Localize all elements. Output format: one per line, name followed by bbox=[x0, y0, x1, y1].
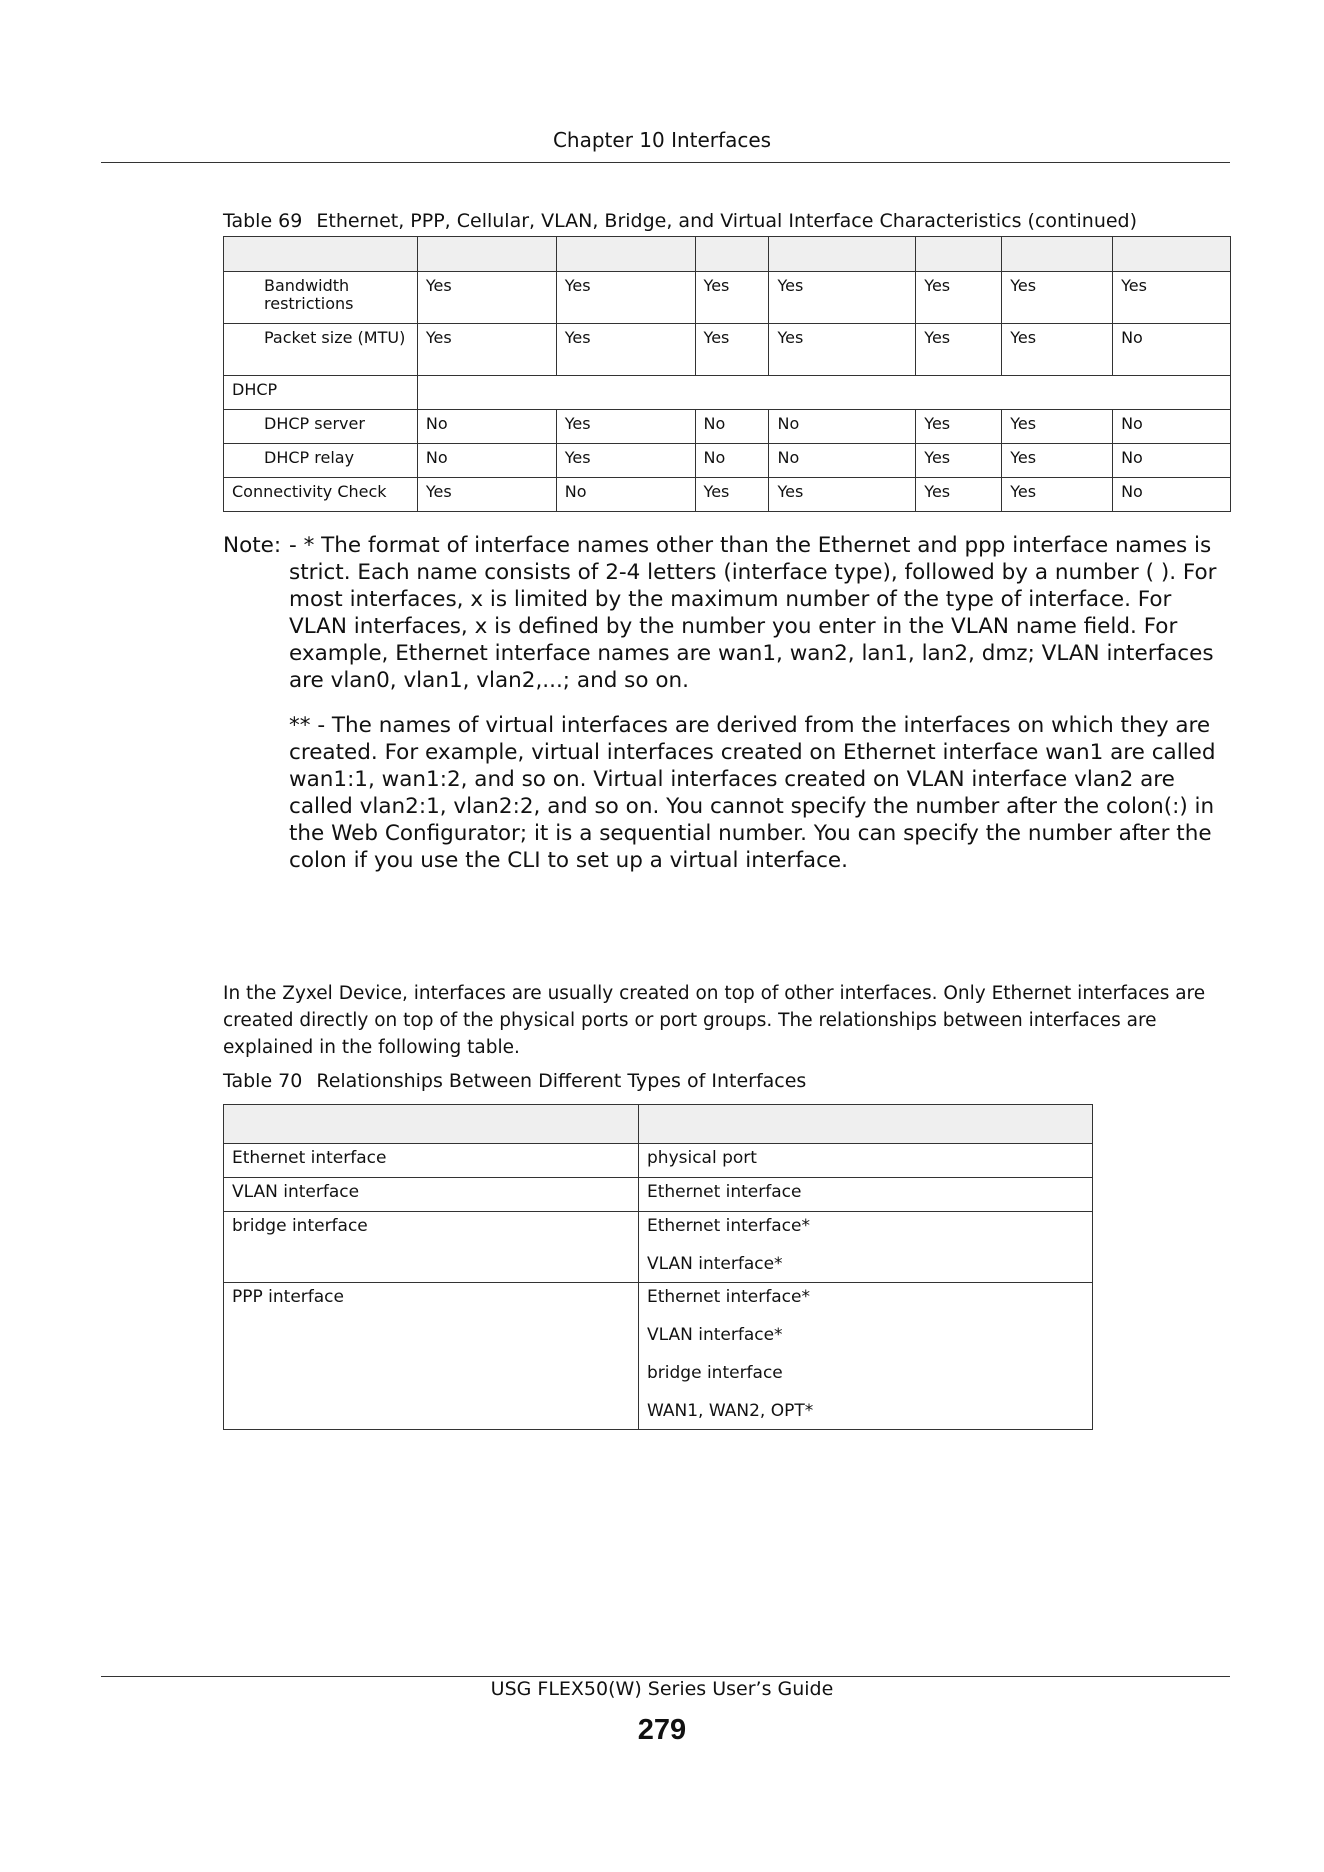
table-cell: Yes bbox=[916, 410, 1002, 444]
table70-header-row bbox=[224, 1105, 1093, 1144]
table-cell: No bbox=[769, 410, 916, 444]
table-cell: No bbox=[1113, 324, 1231, 376]
table-row bbox=[224, 376, 1231, 410]
table70 bbox=[223, 1104, 1093, 1430]
table-row bbox=[224, 324, 1231, 376]
table-cell: Yes bbox=[417, 272, 556, 324]
table70-caption bbox=[223, 1070, 806, 1092]
table-cell: Yes bbox=[1002, 324, 1113, 376]
table-cell: Yes bbox=[916, 444, 1002, 478]
table-cell: Yes bbox=[695, 478, 769, 512]
table-cell: Yes bbox=[556, 324, 695, 376]
requirement-item: VLAN interface* bbox=[647, 1325, 783, 1345]
table-cell: No bbox=[556, 478, 695, 512]
table-row bbox=[224, 1178, 1093, 1212]
row-label: Bandwidth restrictions bbox=[224, 272, 418, 324]
requirement-cell bbox=[639, 1212, 1093, 1283]
interface-cell: VLAN interface bbox=[224, 1178, 639, 1212]
table-row bbox=[224, 272, 1231, 324]
interface-cell: bridge interface bbox=[224, 1212, 639, 1283]
table69-header-row bbox=[224, 237, 1231, 272]
table-cell: Yes bbox=[769, 324, 916, 376]
table69-caption-title: Ethernet, PPP, Cellular, VLAN, Bridge, and Virtual Interface Characteristics (continued) bbox=[316, 210, 1138, 232]
requirement-item: VLAN interface* bbox=[647, 1254, 783, 1274]
requirement-cell: Ethernet interface bbox=[639, 1178, 1093, 1212]
table69 bbox=[223, 236, 1231, 512]
page-number: 279 bbox=[637, 1714, 687, 1746]
table-cell: No bbox=[1113, 478, 1231, 512]
table-row bbox=[224, 410, 1231, 444]
table-cell: Yes bbox=[1002, 444, 1113, 478]
table-cell: Yes bbox=[916, 324, 1002, 376]
guide-title: USG FLEX50(W) Series User’s Guide bbox=[490, 1678, 834, 1700]
table-cell: No bbox=[417, 410, 556, 444]
table69-caption bbox=[223, 210, 1137, 232]
table-cell: Yes bbox=[556, 444, 695, 478]
note-block bbox=[223, 532, 1233, 892]
table-cell: Yes bbox=[1002, 272, 1113, 324]
table-cell: No bbox=[1113, 444, 1231, 478]
note-label: Note: bbox=[223, 533, 282, 558]
table-cell: No bbox=[417, 444, 556, 478]
row-label: DHCP bbox=[224, 376, 418, 410]
chapter-header: Chapter 10 Interfaces bbox=[552, 128, 772, 152]
table-cell bbox=[417, 376, 1230, 410]
table-cell: Yes bbox=[1113, 272, 1231, 324]
table-cell: Yes bbox=[769, 272, 916, 324]
table-cell: Yes bbox=[1002, 478, 1113, 512]
row-label: DHCP server bbox=[224, 410, 418, 444]
row-label: Packet size (MTU) bbox=[224, 324, 418, 376]
table70-caption-number: Table 70 bbox=[223, 1070, 303, 1092]
requirement-item: bridge interface bbox=[647, 1363, 783, 1383]
row-label: Connectivity Check bbox=[224, 478, 418, 512]
table-cell: Yes bbox=[916, 478, 1002, 512]
table-cell: Yes bbox=[417, 324, 556, 376]
table-cell: No bbox=[695, 410, 769, 444]
table-cell: No bbox=[1113, 410, 1231, 444]
requirement-item: WAN1, WAN2, OPT* bbox=[647, 1401, 814, 1421]
table-cell: Yes bbox=[769, 478, 916, 512]
table-cell: No bbox=[769, 444, 916, 478]
note-paragraph-1: - * The format of interface names other than the Ethernet and ppp interface names is strict. Each name consists of 2-4 letters (interface type), followed by a number ( ). For most interfaces, x is limited by the maximum number of the type of interface. For VLAN interfaces, x is defined by the number you enter in the VLAN name field. For example, Ethernet interface names are wan1, wan2, lan1, lan2, dmz; VLAN interfaces are vlan0, vlan1, vlan2,...; and so on. bbox=[289, 533, 1217, 693]
body-paragraph: In the Zyxel Device, interfaces are usually created on top of other interfaces. Only Ethernet interfaces are created directly on top of the physical ports or port groups. The relationships between interfaces are explained in the following table. bbox=[223, 983, 1206, 1058]
table-row bbox=[224, 1212, 1093, 1283]
table-cell: Yes bbox=[417, 478, 556, 512]
interface-cell: PPP interface bbox=[224, 1283, 639, 1430]
requirement-cell: physical port bbox=[639, 1144, 1093, 1178]
table-cell: Yes bbox=[695, 272, 769, 324]
table-cell: Yes bbox=[556, 410, 695, 444]
header-rule bbox=[101, 162, 1230, 163]
requirement-item: Ethernet interface* bbox=[647, 1287, 810, 1307]
requirement-item: Ethernet interface* bbox=[647, 1216, 810, 1236]
table-cell: Yes bbox=[556, 272, 695, 324]
requirement-cell bbox=[639, 1283, 1093, 1430]
table-row bbox=[224, 444, 1231, 478]
table-row bbox=[224, 1144, 1093, 1178]
footer-rule bbox=[101, 1676, 1230, 1677]
table-row bbox=[224, 1283, 1093, 1430]
table-cell: No bbox=[695, 444, 769, 478]
table-cell: Yes bbox=[916, 272, 1002, 324]
row-label: DHCP relay bbox=[224, 444, 418, 478]
table70-caption-title: Relationships Between Different Types of Interfaces bbox=[316, 1070, 807, 1092]
table-cell: Yes bbox=[695, 324, 769, 376]
table-row bbox=[224, 478, 1231, 512]
table-cell: Yes bbox=[1002, 410, 1113, 444]
interface-cell: Ethernet interface bbox=[224, 1144, 639, 1178]
note-paragraph-2: ** - The names of virtual interfaces are derived from the interfaces on which they are created. For example, virtual interfaces created on Ethernet interface wan1 are called wan1:1, wan1:2, and so on. Virtual interfaces created on VLAN interface vlan2 are called vlan2:1, vlan2:2, and so on. You cannot specify the number after the colon(:) in the Web Configurator; it is a sequential number. You can specify the number after the colon if you use the CLI to set up a virtual interface. bbox=[289, 713, 1216, 873]
table69-caption-number: Table 69 bbox=[223, 210, 303, 232]
